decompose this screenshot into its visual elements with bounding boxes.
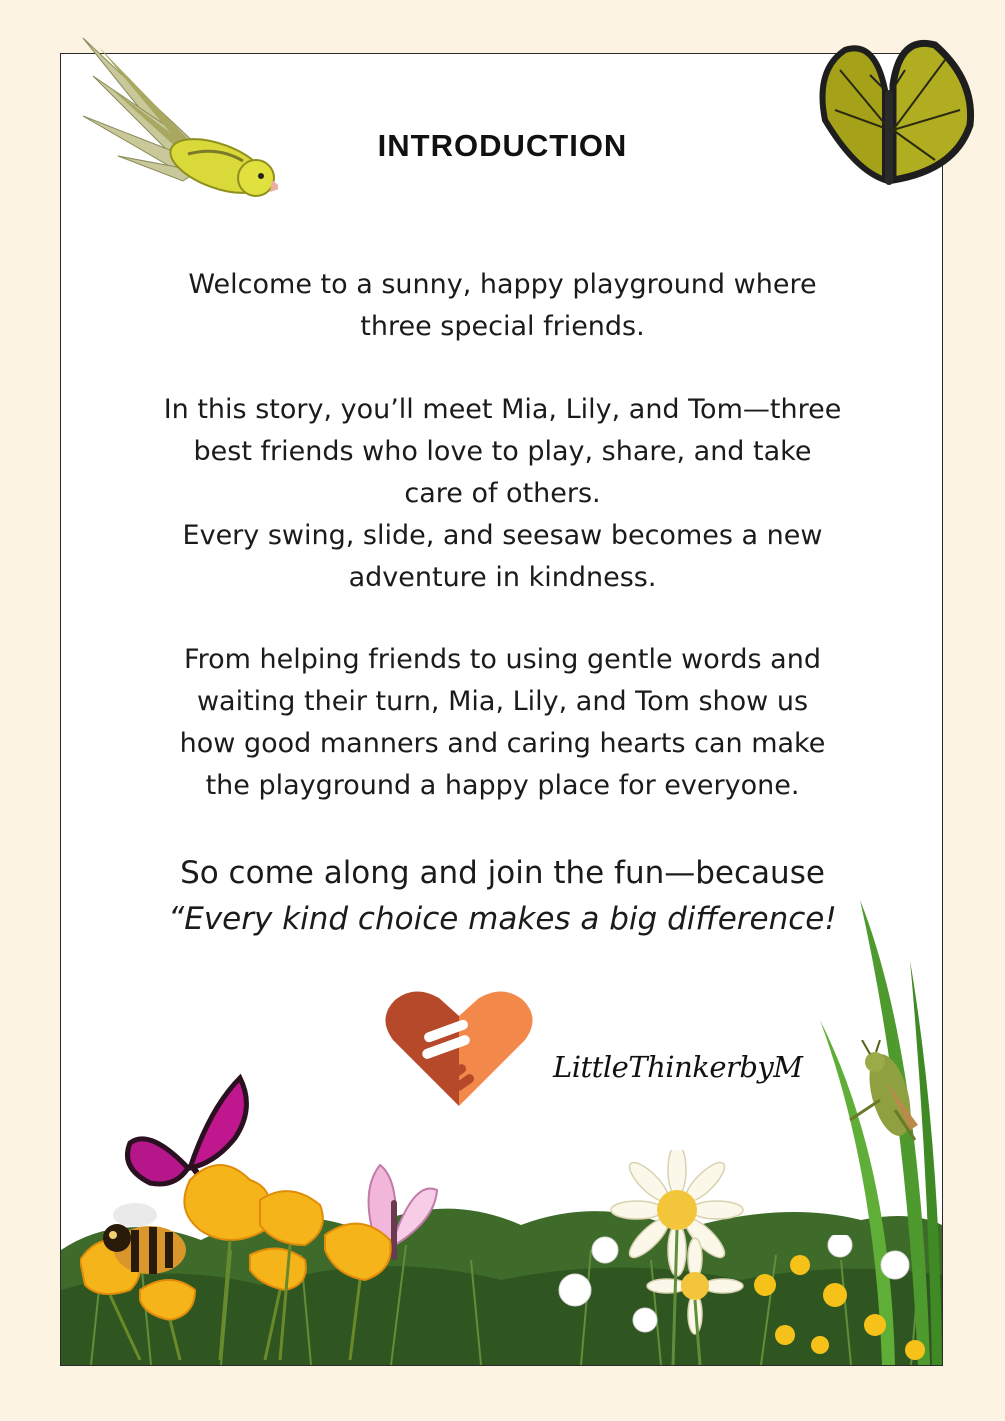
text-line: best friends who love to play, share, and take [193,436,812,467]
text-line: the playground a happy place for everyone. [205,770,800,801]
grasshopper-icon [840,1040,925,1150]
bee-icon [95,1200,195,1285]
closing-quote: “Every kind choice makes a big difference! [168,901,837,937]
text-line: care of others. [404,478,601,509]
page-title: INTRODUCTION [377,128,628,163]
text-line: three special friends. [360,311,645,342]
intro-paragraph [0,264,1005,348]
text-line: In this story, you’ll meet Mia, Lily, and Tom—three [163,394,842,425]
flower-icon [545,1150,755,1365]
text-line: Every swing, slide, and seesaw becomes a new [182,520,823,551]
text-line: waiting their turn, Mia, Lily, and Tom show us [196,686,809,717]
text-line: Welcome to a sunny, happy playground where [188,269,817,300]
story-paragraph [0,389,1005,599]
butterfly-icon [815,30,975,195]
manners-paragraph [0,639,1005,807]
brand-signature: LittleThinkerbyM [553,1050,803,1084]
closing-line: So come along and join the fun—because [180,855,825,891]
text-line: adventure in kindness. [348,562,657,593]
bird-icon [78,36,278,206]
text-line: From helping friends to using gentle words and [184,644,821,675]
heart-hands-logo-icon [383,988,535,1112]
flower-icon [745,1235,940,1365]
text-line: how good manners and caring hearts can make [179,728,826,759]
